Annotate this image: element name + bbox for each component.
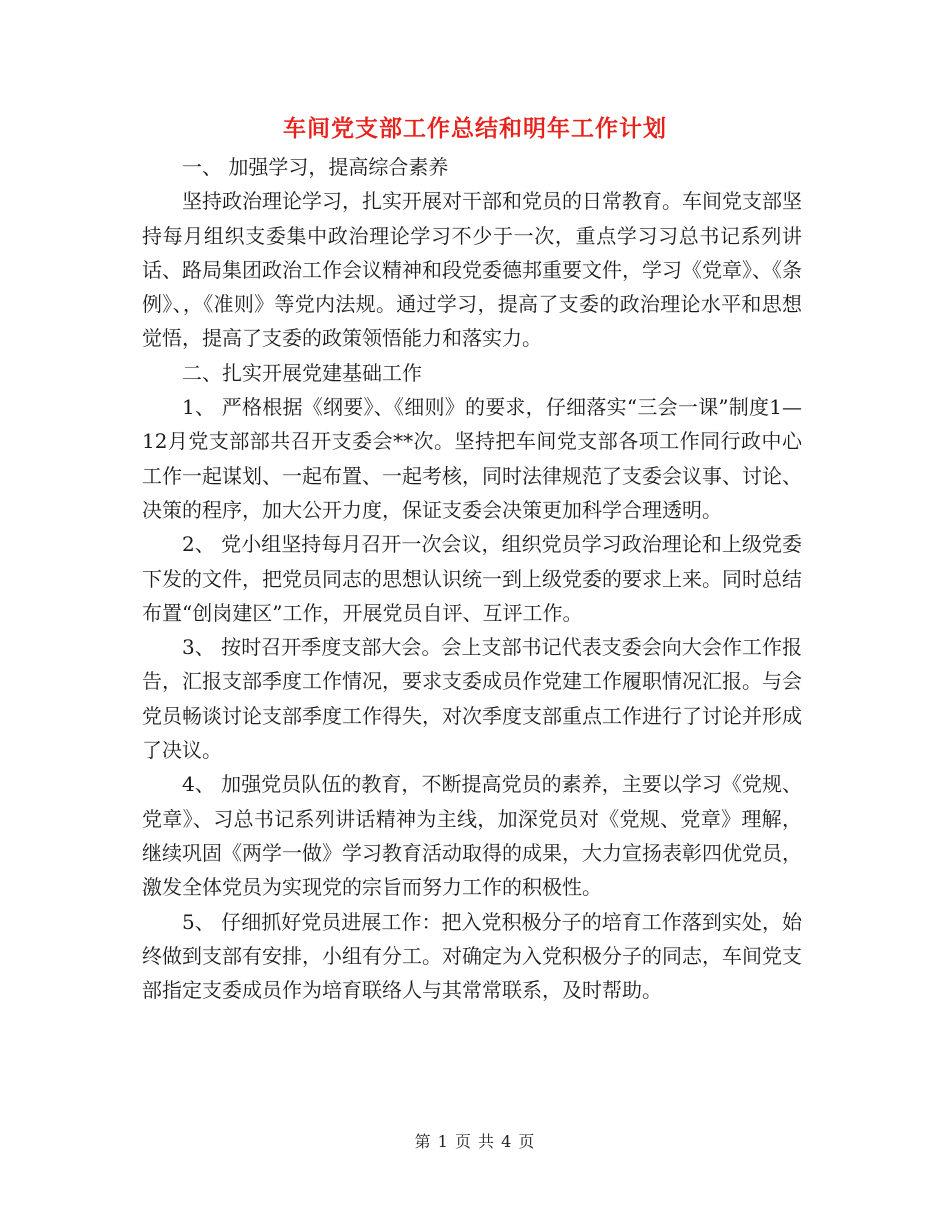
paragraph: 坚持政治理论学习，扎实开展对干部和党员的日常教育。车间党支部坚持每月组织支委集中政治理论学习不少于一次，重点学习习总书记系列讲话、路局集团政治工作会议精神和段党委德邦重要文件，学习《党章》、《条例》、，《准则》等党内法规。通过学习，提高了支委的政治理论水平和思想觉悟，提高了支委的政策领悟能力和落实力。 — [142, 189, 802, 351]
document-title: 车间党支部工作总结和明年工作计划 — [283, 115, 667, 142]
page-footer: 第 1 页 共 4 页 — [414, 1132, 536, 1151]
paragraph: 5、 仔细抓好党员进展工作：把入党积极分子的培育工作落到实处，始终做到支部有安排，小组有分工。对确定为入党积极分子的同志，车间党支部指定支委成员作为培育联络人与其常常联系，及时帮助。 — [142, 909, 802, 1003]
paragraph: 2、 党小组坚持每月召开一次会议，组织党员学习政治理论和上级党委下发的文件，把党员同志的思想认识统一到上级党委的要求上来。同时总结布置“创岗建区”工作，开展党员自评、互评工作。 — [142, 532, 802, 625]
paragraph: 3、 按时召开季度支部大会。会上支部书记代表支委会向大会作工作报告，汇报支部季度工作情况，要求支委成员作党建工作履职情况汇报。与会党员畅谈讨论支部季度工作得失，对次季度支部重点工作进行了讨论并形成了决议。 — [142, 635, 802, 763]
document-body — [142, 150, 802, 1007]
section-heading-2: 二、扎实开展党建基础工作 — [182, 360, 422, 385]
section-heading-1: 一、 加强学习，提高综合素养 — [182, 155, 449, 179]
paragraph: 4、 加强党员队伍的教育，不断提高党员的素养，主要以学习《党规、党章》、习总书记系列讲话精神为主线，加深党员对《党规、党章》理解，继续巩固《两学一做》学习教育活动取得的成果，大力宣扬表彰四优党员，激发全体党员为实现党的宗旨而努力工作的积极性。 — [142, 772, 802, 900]
paragraph: 1、 严格根据《纲要》、《细则》的要求，仔细落实“三会一课”制度1—12月党支部部共召开支委会**次。坚持把车间党支部各项工作同行政中心工作一起谋划、一起布置、一起考核，同时法律规范了支委会议事、讨论、决策的程序，加大公开力度，保证支委会决策更加科学合理透明。 — [142, 395, 802, 522]
